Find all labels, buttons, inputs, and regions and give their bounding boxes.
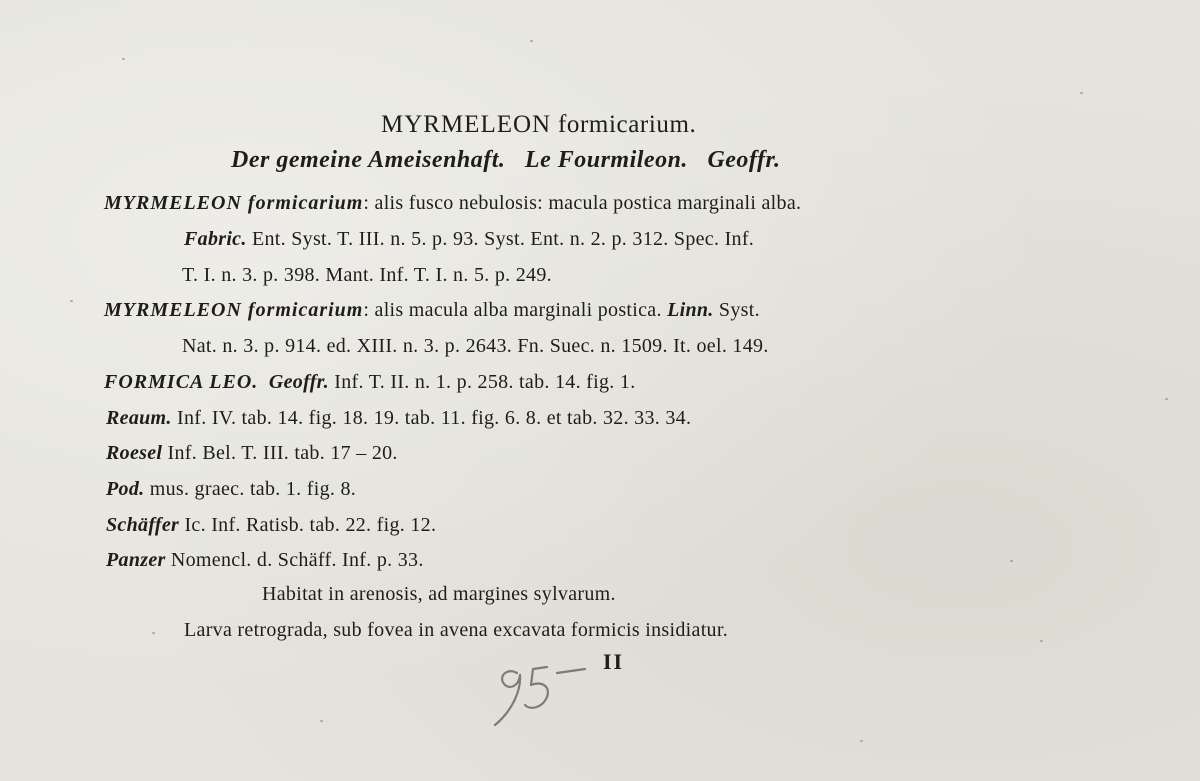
signature-mark: II [603,649,625,674]
title [381,113,696,137]
entry-text: mus. graec. tab. 1. fig. 8. [144,478,357,500]
entry-head: Roesel [106,442,163,464]
entry-line [106,513,436,537]
entry-line [182,263,552,287]
entry-line [104,370,636,394]
entry-line [106,406,691,430]
entry-text: Inf. IV. tab. 14. fig. 18. 19. tab. 11. fig. 6. 8. et tab. 32. 33. 34. [171,407,692,429]
entry-line [104,298,760,322]
title-genus: MYRMELEON [381,111,552,138]
paper-speck [1010,560,1013,562]
habitat-line: Habitat in arenosis, ad margines sylvarum. [262,583,616,605]
paper-speck [122,58,125,60]
linn-text: Syst. [713,299,760,321]
title-species: formicarium. [557,111,697,138]
entry-line [106,441,398,465]
subtitle-german: Der gemeine Ameisenhaft. [231,147,506,173]
entry-text: Nomencl. d. Schäff. Inf. p. 33. [165,549,424,571]
geoffr-ref: Geoffr. [268,371,329,393]
paper-speck [70,300,73,302]
entry-head: Reaum. [106,407,172,429]
entry-head: Pod. [106,478,145,500]
paper-speck [152,632,155,634]
entry-line [106,477,356,501]
linn-head: Linn. [667,299,714,321]
paper-speck [1165,398,1168,400]
entry-line [184,227,754,251]
paper-speck [530,40,533,42]
entry-head: Panzer [106,549,166,571]
paper-speck [1080,92,1083,94]
entry-head: MYRMELEON formicarium [104,192,364,214]
entry-text: : alis fusco nebulosis: macula postica marginali alba. [363,192,802,214]
handwritten-number-text: 95 [485,655,487,656]
larva-line: Larva retrograda, sub fovea in avena excavata formicis insidiatur. [184,619,729,641]
entry-head: FORMICA LEO. [104,371,259,393]
entry-text: : alis macula alba marginali postica. [363,299,668,321]
entry-head: Fabric. [184,228,247,250]
subtitle-french: Le Fourmileon. [524,147,688,173]
handwritten-number-95 [485,655,595,735]
entry-text: Nat. n. 3. p. 914. ed. XIII. n. 3. p. 2643. Fn. Suec. n. 1509. It. oel. 149. [182,335,769,357]
entry-text: T. I. n. 3. p. 398. Mant. Inf. T. I. n. 5. p. 249. [182,264,552,286]
entry-line [106,548,424,572]
paper-speck [320,720,323,722]
entry-text: Inf. Bel. T. III. tab. 17 – 20. [162,442,398,464]
paper-speck [860,740,863,742]
entry-text: Ent. Syst. T. III. n. 5. p. 93. Syst. Ent. n. 2. p. 312. Spec. Inf. [246,228,755,250]
entry-head: MYRMELEON formicarium [104,299,364,321]
entry-text: Ic. Inf. Ratisb. tab. 22. fig. 12. [179,514,437,536]
paper-speck [1040,640,1043,642]
subtitle-author: Geoffr. [707,147,781,173]
entry-line [182,334,769,358]
subtitle [231,148,781,172]
entry-line [104,191,801,215]
entry-text: Inf. T. II. n. 1. p. 258. tab. 14. fig. 1. [328,371,636,393]
entry-head: Schäffer [106,514,180,536]
